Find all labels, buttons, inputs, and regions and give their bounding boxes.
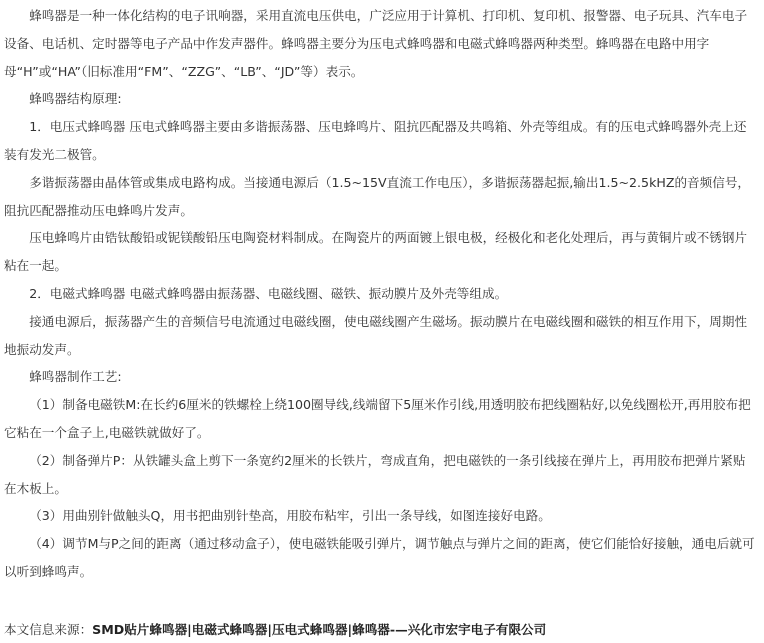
source-label: 本文信息来源： xyxy=(4,622,93,637)
paragraph-step-2: （2）制备弹片P：从铁罐头盒上剪下一条宽约2厘米的长铁片，弯成直角，把电磁铁的一条引线接在弹片上，再用胶布把弹片紧贴在木板上。 xyxy=(4,452,746,496)
paragraph-structure-heading: 蜂鸣器结构原理: xyxy=(29,91,122,107)
paragraph-electromagnetic-buzzer: 2．电磁式蜂鸣器 电磁式蜂鸣器由振荡器、电磁线圈、磁铁、振动膜片及外壳等组成。 xyxy=(29,285,508,301)
paragraph-process-heading: 蜂鸣器制作工艺: xyxy=(29,369,122,385)
source-line xyxy=(4,617,546,643)
source-links[interactable]: SMD贴片蜂鸣器|电磁式蜂鸣器|压电式蜂鸣器|蜂鸣器-—兴化市宏宇电子有限公司 xyxy=(92,622,547,637)
paragraph-intro: 蜂鸣器是一种一体化结构的电子讯响器，采用直流电压供电，广泛应用于计算机、打印机、复印机、报警器、电子玩具、汽车电子设备、电话机、定时器等电子产品中作发声器件。蜂鸣器主要分为压电式蜂鸣器和电磁式蜂鸣器两种类型。蜂鸣器在电路中用字母“H”或“HA”（旧标准用“FM”、“ZZG”、“LB”、“JD”等）表示。 xyxy=(4,8,748,79)
paragraph-piezo-buzzer: 1．电压式蜂鸣器 压电式蜂鸣器主要由多谐振荡器、压电蜂鸣片、阻抗匹配器及共鸣箱、外壳等组成。有的压电式蜂鸣器外壳上还装有发光二极管。 xyxy=(4,119,747,162)
paragraph-oscillator: 多谐振荡器由晶体管或集成电路构成。当接通电源后（1.5~15V直流工作电压），多谐振荡器起振,输出1.5~2.5kHZ的音频信号，阻抗匹配器推动压电蜂鸣片发声。 xyxy=(4,174,751,218)
paragraph-piezo-plate: 压电蜂鸣片由锆钛酸铅或铌镁酸铅压电陶瓷材料制成。在陶瓷片的两面镀上银电极，经极化和老化处理后，再与黄铜片或不锈钢片粘在一起。 xyxy=(4,230,748,274)
paragraph-step-4: （4）调节M与P之间的距离（通过移动盒子），使电磁铁能吸引弹片，调节触点与弹片之间的距离，使它们能恰好接触，通电后就可以听到蜂鸣声。 xyxy=(4,536,755,579)
paragraph-step-3: （3）用曲别针做触头Q，用书把曲别针垫高，用胶布粘牢，引出一条导线，如图连接好电路。 xyxy=(29,508,551,524)
paragraph-em-principle: 接通电源后，振荡器产生的音频信号电流通过电磁线圈，使电磁线圈产生磁场。振动膜片在电磁线圈和磁铁的相互作用下，周期性地振动发声。 xyxy=(4,313,748,357)
paragraph-step-1: （1）制备电磁铁M:在长约6厘米的铁螺栓上绕100圈导线,线端留下5厘米作引线,用透明胶布把线圈粘好,以免线圈松开,再用胶布把它粘在一个盒子上,电磁铁就做好了。 xyxy=(4,397,751,440)
